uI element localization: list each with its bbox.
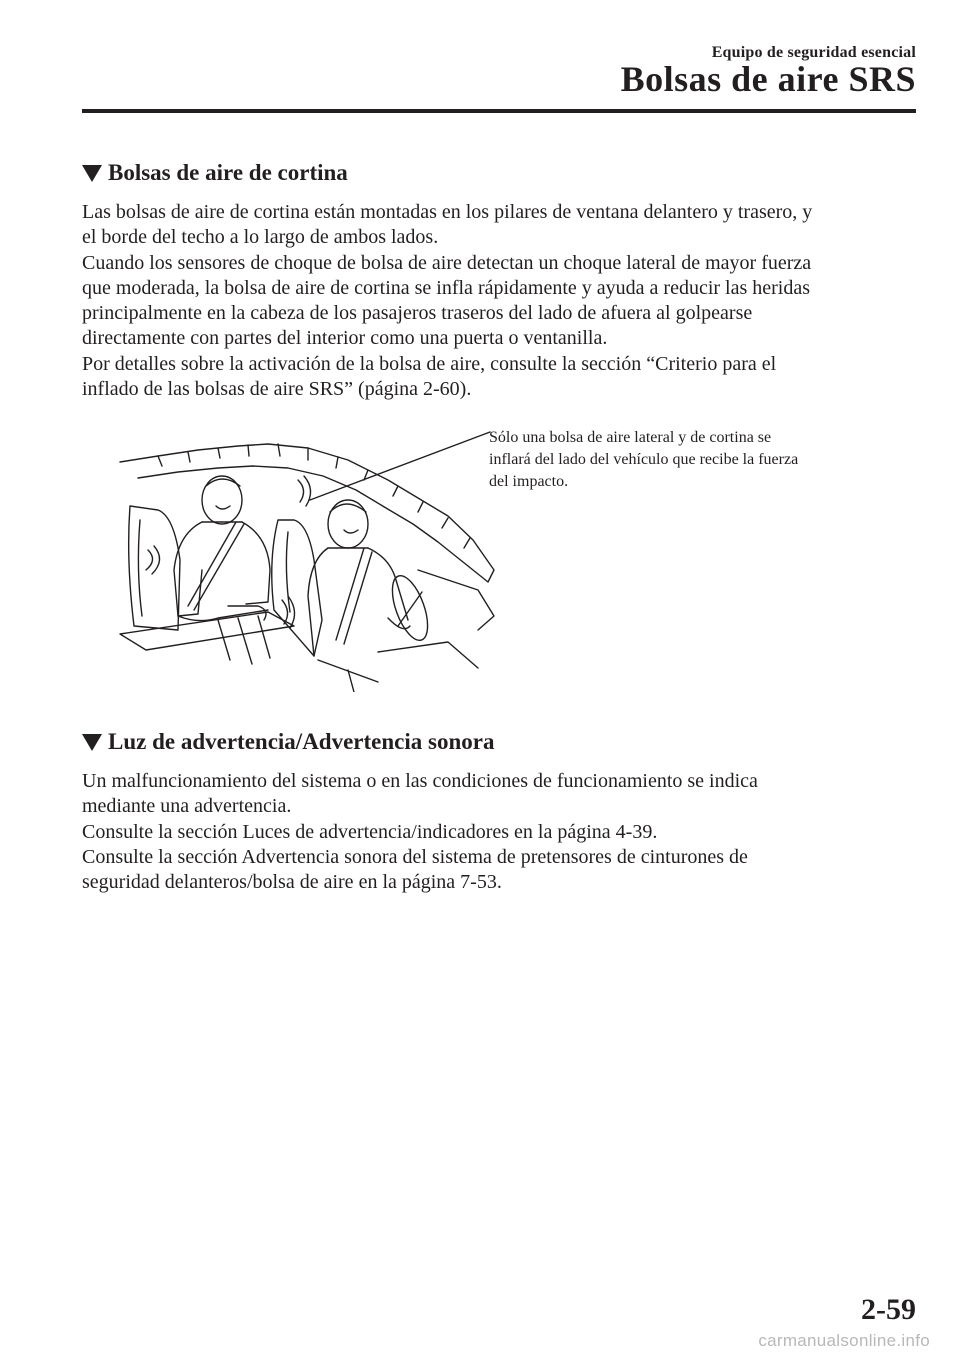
header-divider [82,109,916,113]
figure-caption [489,427,869,493]
caption-line: Sólo una bolsa de aire lateral y de cortina se [489,429,772,446]
body-line: Consulte la sección Luces de advertencia/indicadores en la página 4-39. [82,821,658,843]
section-heading-warning-light [82,729,494,755]
body-line: Consulte la sección Advertencia sonora del sistema de pretensores de cinturones de [82,846,748,868]
body-line: Cuando los sensores de choque de bolsa de aire detectan un choque lateral de mayor fuerza [82,252,812,274]
caption-line: inflará del lado del vehículo que recibe la fuerza [489,451,799,468]
body-line: principalmente en la cabeza de los pasajeros traseros del lado de afuera al golpearse [82,302,753,324]
body-line: inflado de las bolsas de aire SRS” (página 2-60). [82,378,472,400]
triangle-bullet-icon [82,734,102,751]
section-heading-text: Luz de advertencia/Advertencia sonora [108,729,495,754]
body-line: Un malfuncionamiento del sistema o en las condiciones de funcionamiento se indica [82,770,758,792]
triangle-bullet-icon [82,165,102,182]
body-line: seguridad delanteros/bolsa de aire en la página 7-53. [82,871,502,893]
page-number: 2-59 [861,1293,916,1326]
watermark: carmanualsonline.info [758,1331,930,1350]
body-line: Las bolsas de aire de cortina están montadas en los pilares de ventana delantero y trasero, y [82,201,813,223]
caption-line: del impacto. [489,473,569,490]
header-section-label: Equipo de seguridad esencial [711,44,916,61]
body-line: directamente con partes del interior como una puerta o ventanilla. [82,327,608,349]
body-line: mediante una advertencia. [82,795,292,817]
body-line: Por detalles sobre la activación de la bolsa de aire, consulte la sección “Criterio para el [82,353,777,375]
section-heading-curtain-airbags [82,160,348,186]
body-line: el borde del techo a lo largo de ambos lados. [82,226,439,248]
section-heading-text: Bolsas de aire de cortina [108,160,348,185]
page-title: Bolsas de aire SRS [620,59,916,99]
body-line: que moderada, la bolsa de aire de cortina se infla rápidamente y ayuda a reducir las heridas [82,277,811,299]
curtain-airbag-illustration [118,420,500,692]
